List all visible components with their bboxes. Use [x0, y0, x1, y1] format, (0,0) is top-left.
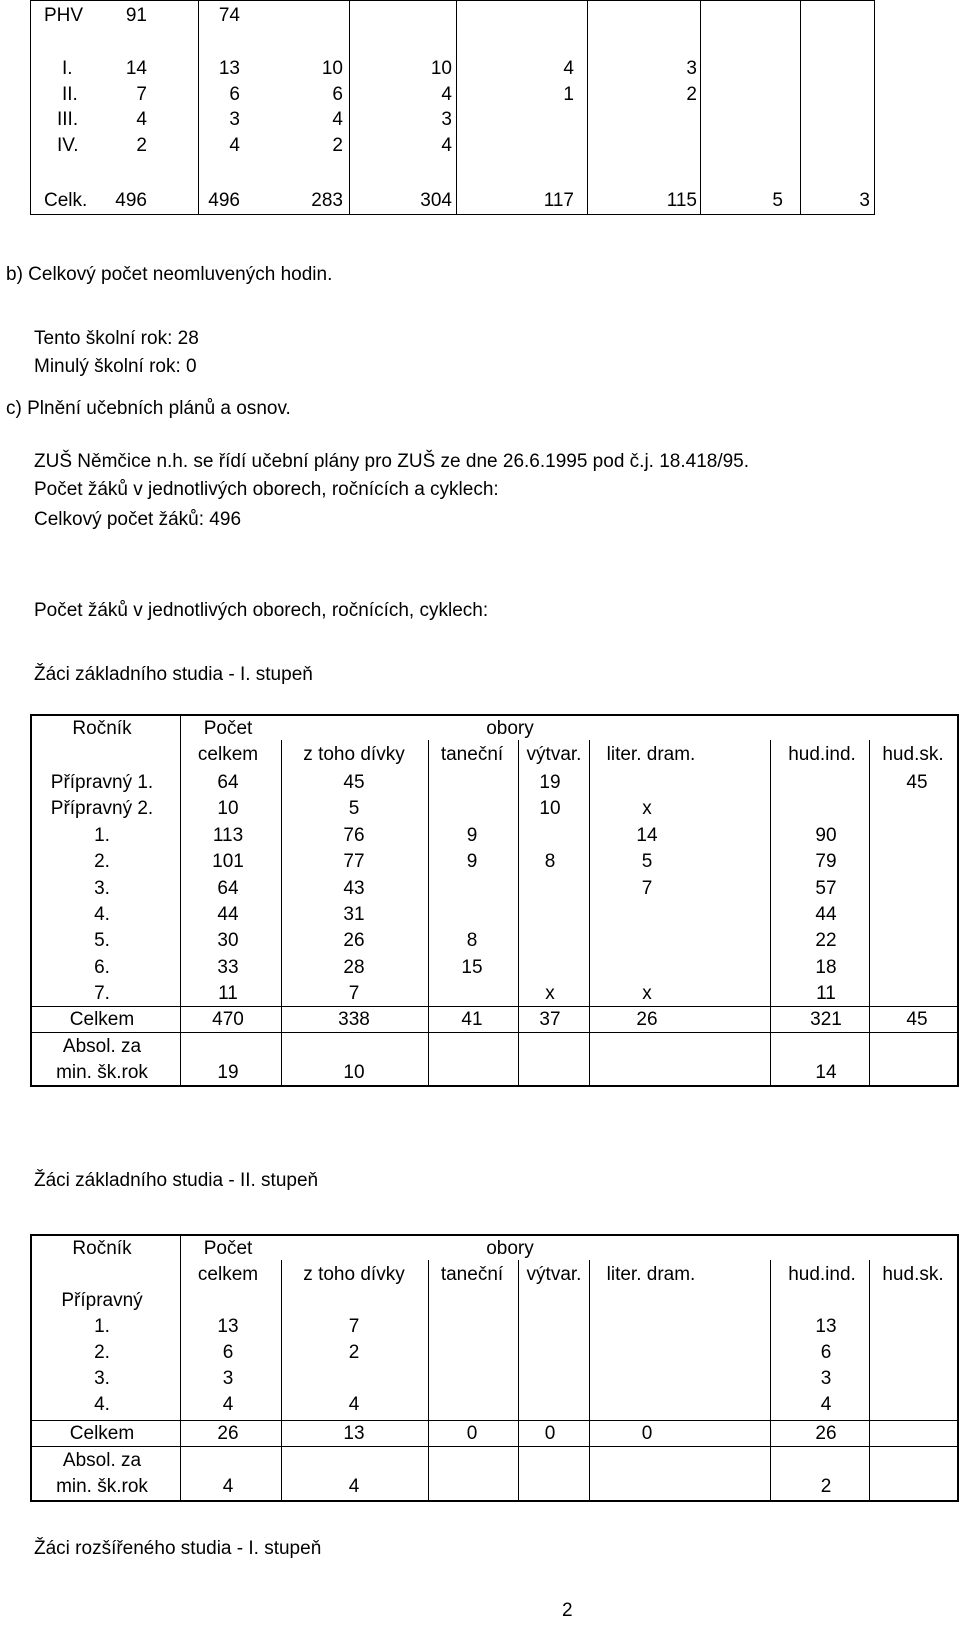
table1-cell: 101	[212, 851, 244, 873]
top-table-cell: 4	[332, 109, 343, 130]
table-rule	[874, 0, 875, 214]
table1-row-label: Celkem	[69, 1009, 135, 1030]
table1-row-label: 5.	[94, 930, 110, 952]
table-rule	[770, 1260, 771, 1500]
table-rule	[30, 1420, 958, 1421]
table-rule	[428, 740, 429, 1085]
header-divky: z toho dívky	[303, 1264, 405, 1285]
table1-cell: 57	[815, 877, 837, 899]
table1-cell: 77	[343, 851, 365, 873]
table2-cell: 13	[815, 1316, 837, 1337]
table2-absol-label: Absol. za	[62, 1450, 142, 1471]
table1-cell: 8	[544, 851, 556, 873]
header-hud-sk: hud.sk.	[882, 744, 944, 765]
pocet-zaku-2: Počet žáků v jednotlivých oborech, ročnících, cyklech:	[34, 600, 489, 621]
header-celkem: celkem	[197, 1264, 259, 1285]
top-table-cell: 3	[441, 109, 452, 130]
top-table-cell: 5	[772, 190, 783, 211]
top-table-cell: 10	[321, 58, 343, 79]
table-rule	[30, 0, 875, 1]
top-table-cell: 3	[859, 190, 870, 211]
table1-absol-cell: 10	[343, 1062, 365, 1083]
table2-cell: 3	[222, 1368, 234, 1389]
table-rule	[30, 1085, 958, 1087]
top-table-cell: 3	[686, 58, 697, 79]
header-hud-ind: hud.ind.	[788, 744, 856, 765]
top-table-label: III.	[57, 109, 79, 130]
table2-cell: 3	[820, 1368, 832, 1389]
top-table-label: I.	[62, 58, 73, 79]
top-table-label: Celk.	[44, 190, 88, 211]
top-table-cell: 283	[311, 190, 343, 211]
zus-text: ZUŠ Němčice n.h. se řídí učební plány pro ZUŠ ze dne 26.6.1995 pod č.j. 18.418/95.	[34, 451, 750, 472]
header-vytvar: výtvar.	[526, 744, 582, 765]
top-table-cell: 3	[229, 109, 240, 130]
top-table-cell: 7	[136, 84, 147, 105]
table2-cell: 6	[820, 1342, 832, 1363]
header-liter-dram: liter. dram.	[606, 744, 696, 765]
header-rocnik: Ročník	[72, 718, 132, 739]
table-rule	[518, 740, 519, 1085]
tento-rok: Tento školní rok: 28	[34, 328, 199, 349]
table1-absol-cell: 19	[217, 1062, 239, 1083]
table2-absol-cell: 4	[222, 1476, 234, 1497]
table-rule	[180, 1234, 181, 1500]
table1-cell: 5	[641, 851, 653, 873]
top-table-cell: 74	[218, 5, 240, 26]
table1-cell: 45	[906, 1009, 928, 1030]
header-tanecni: taneční	[440, 744, 504, 765]
table1-cell: 321	[810, 1009, 842, 1030]
table1-absol-cell: 14	[815, 1062, 837, 1083]
top-table-cell: 4	[229, 135, 240, 156]
table1-cell: 31	[343, 904, 365, 925]
header-divky: z toho dívky	[303, 744, 405, 765]
table-rule	[587, 0, 588, 214]
top-table-cell: 6	[229, 84, 240, 105]
table-rule	[30, 1446, 958, 1447]
table-rule	[770, 740, 771, 1085]
table1-cell: 28	[343, 956, 365, 978]
table1-cell: 11	[218, 983, 238, 1005]
table-rule	[198, 0, 199, 214]
table-rule	[281, 740, 282, 1085]
table1-cell: x	[545, 983, 555, 1005]
top-table-label: IV.	[57, 135, 79, 156]
header-celkem: celkem	[197, 744, 259, 765]
table2-cell: 4	[820, 1394, 832, 1415]
table1-cell: 338	[338, 1009, 370, 1030]
table1-cell: 45	[343, 772, 365, 793]
table1-cell: 15	[461, 956, 483, 978]
top-table-cell: 4	[441, 135, 452, 156]
table2-cell: 13	[217, 1316, 239, 1337]
section-title-3: Žáci rozšířeného studia - I. stupeň	[34, 1538, 322, 1559]
table2-row-label: 2.	[94, 1342, 110, 1363]
table1-cell: 26	[343, 930, 365, 952]
table1-cell: 11	[816, 983, 836, 1005]
top-table-cell: 496	[115, 190, 147, 211]
table-rule	[869, 740, 870, 1085]
table-rule	[30, 714, 958, 716]
table-rule	[700, 0, 701, 214]
table-rule	[281, 1260, 282, 1500]
table2-cell: 2	[348, 1342, 360, 1363]
header-tanecni: taneční	[440, 1264, 504, 1285]
table-rule	[30, 1234, 32, 1502]
table1-cell: 64	[217, 877, 239, 899]
top-table-cell: 496	[208, 190, 240, 211]
table2-absol-cell: 4	[348, 1476, 360, 1497]
header-hud-sk: hud.sk.	[882, 1264, 944, 1285]
top-table-label: II.	[62, 84, 78, 105]
table-rule	[869, 1260, 870, 1500]
section-title-1: Žáci základního studia - I. stupeň	[34, 664, 313, 685]
table1-absol-label: Absol. za	[62, 1036, 142, 1057]
table1-cell: x	[642, 983, 652, 1005]
table-rule	[30, 0, 31, 214]
b-heading: b) Celkový počet neomluvených hodin.	[6, 264, 333, 285]
table1-cell: 10	[217, 798, 239, 820]
table1-cell: 14	[636, 824, 658, 846]
table1-cell: 41	[461, 1009, 483, 1030]
table-rule	[30, 214, 875, 215]
table2-row-label: Přípravný	[61, 1290, 143, 1311]
table2-cell: 4	[222, 1394, 234, 1415]
table-rule	[349, 0, 350, 214]
top-table-cell: 2	[332, 135, 343, 156]
table2-cell: 0	[641, 1423, 653, 1444]
table-rule	[957, 1234, 959, 1502]
table1-cell: 44	[217, 904, 239, 925]
table2-row-label: Celkem	[69, 1423, 135, 1444]
table2-row-label: 3.	[94, 1368, 110, 1389]
table-rule	[800, 0, 801, 214]
table1-cell: 90	[815, 824, 837, 846]
header-liter-dram: liter. dram.	[606, 1264, 696, 1285]
table1-row-label: 6.	[94, 956, 110, 978]
table-rule	[589, 740, 590, 1085]
top-table-cell: 304	[420, 190, 452, 211]
header-pocet: Počet	[203, 1238, 253, 1259]
table1-cell: 10	[539, 798, 561, 820]
top-table-cell: 10	[430, 58, 452, 79]
table2-absol-label: min. šk.rok	[56, 1476, 148, 1497]
top-table-cell: 117	[543, 190, 574, 211]
table1-absol-label: min. šk.rok	[56, 1062, 148, 1083]
table1-cell: 7	[641, 877, 653, 899]
table1-cell: 26	[636, 1009, 658, 1030]
top-table-cell: 2	[686, 84, 697, 105]
table-rule	[30, 1006, 958, 1007]
table1-row-label: Přípravný 2.	[50, 798, 154, 820]
minuly-rok: Minulý školní rok: 0	[34, 356, 197, 377]
header-pocet: Počet	[203, 718, 253, 739]
table-rule	[180, 714, 181, 1085]
table1-row-label: 3.	[94, 877, 110, 899]
table1-cell: 18	[815, 956, 837, 978]
top-table-cell: 4	[136, 109, 147, 130]
table2-cell: 6	[222, 1342, 234, 1363]
header-hud-ind: hud.ind.	[788, 1264, 856, 1285]
table1-row-label: 7.	[94, 983, 110, 1005]
table-rule	[428, 1260, 429, 1500]
top-table-cell: 4	[563, 58, 574, 79]
section-title-2: Žáci základního studia - II. stupeň	[34, 1170, 319, 1191]
top-table-cell: 13	[218, 58, 240, 79]
table1-cell: 5	[348, 798, 360, 820]
table2-row-label: 4.	[94, 1394, 110, 1415]
table1-cell: 113	[212, 824, 244, 846]
header-obory: obory	[486, 718, 534, 739]
table1-row-label: 2.	[94, 851, 110, 873]
table1-cell: 43	[343, 877, 365, 899]
table2-cell: 26	[815, 1423, 837, 1444]
pocet-zaku-1: Počet žáků v jednotlivých oborech, ročnících a cyklech:	[34, 479, 499, 500]
table1-cell: 470	[212, 1009, 244, 1030]
c-heading: c) Plnění učebních plánů a osnov.	[6, 398, 291, 419]
table1-cell: 37	[539, 1009, 561, 1030]
top-table-cell: 2	[136, 135, 147, 156]
table1-row-label: 4.	[94, 904, 110, 925]
table1-cell: 45	[906, 772, 928, 793]
table-rule	[30, 1032, 958, 1033]
table2-cell: 26	[217, 1423, 239, 1444]
header-vytvar: výtvar.	[526, 1264, 582, 1285]
table1-row-label: Přípravný 1.	[50, 772, 154, 793]
table1-cell: 9	[466, 824, 478, 846]
header-rocnik: Ročník	[72, 1238, 132, 1259]
top-table-label: PHV	[44, 5, 84, 26]
table1-cell: x	[642, 798, 652, 820]
celkovy-pocet: Celkový počet žáků: 496	[34, 509, 242, 530]
table1-cell: 64	[217, 772, 239, 793]
table-rule	[30, 1234, 958, 1236]
top-table-cell: 91	[125, 5, 147, 26]
table1-cell: 19	[539, 772, 561, 793]
top-table-cell: 115	[666, 190, 697, 211]
table2-absol-cell: 2	[820, 1476, 832, 1497]
table-rule	[30, 1500, 958, 1502]
table1-cell: 7	[348, 983, 360, 1005]
header-obory: obory	[486, 1238, 534, 1259]
table-rule	[589, 1260, 590, 1500]
table1-row-label: 1.	[94, 824, 110, 846]
table2-cell: 13	[343, 1423, 365, 1444]
table2-row-label: 1.	[94, 1316, 110, 1337]
page-number: 2	[562, 1600, 573, 1621]
table1-cell: 30	[217, 930, 239, 952]
table1-cell: 8	[466, 930, 478, 952]
table2-cell: 4	[348, 1394, 360, 1415]
table2-cell: 0	[466, 1423, 478, 1444]
table1-cell: 79	[815, 851, 837, 873]
top-table-cell: 4	[441, 84, 452, 105]
top-table-cell: 14	[125, 58, 147, 79]
table1-cell: 9	[466, 851, 478, 873]
table2-cell: 7	[348, 1316, 360, 1337]
table1-cell: 44	[815, 904, 837, 925]
table2-cell: 0	[544, 1423, 556, 1444]
table-rule	[456, 0, 457, 214]
top-table-cell: 1	[563, 84, 574, 105]
table1-cell: 76	[343, 824, 365, 846]
table1-cell: 22	[815, 930, 837, 952]
table-rule	[518, 1260, 519, 1500]
top-table-cell: 6	[332, 84, 343, 105]
table1-cell: 33	[217, 956, 239, 978]
